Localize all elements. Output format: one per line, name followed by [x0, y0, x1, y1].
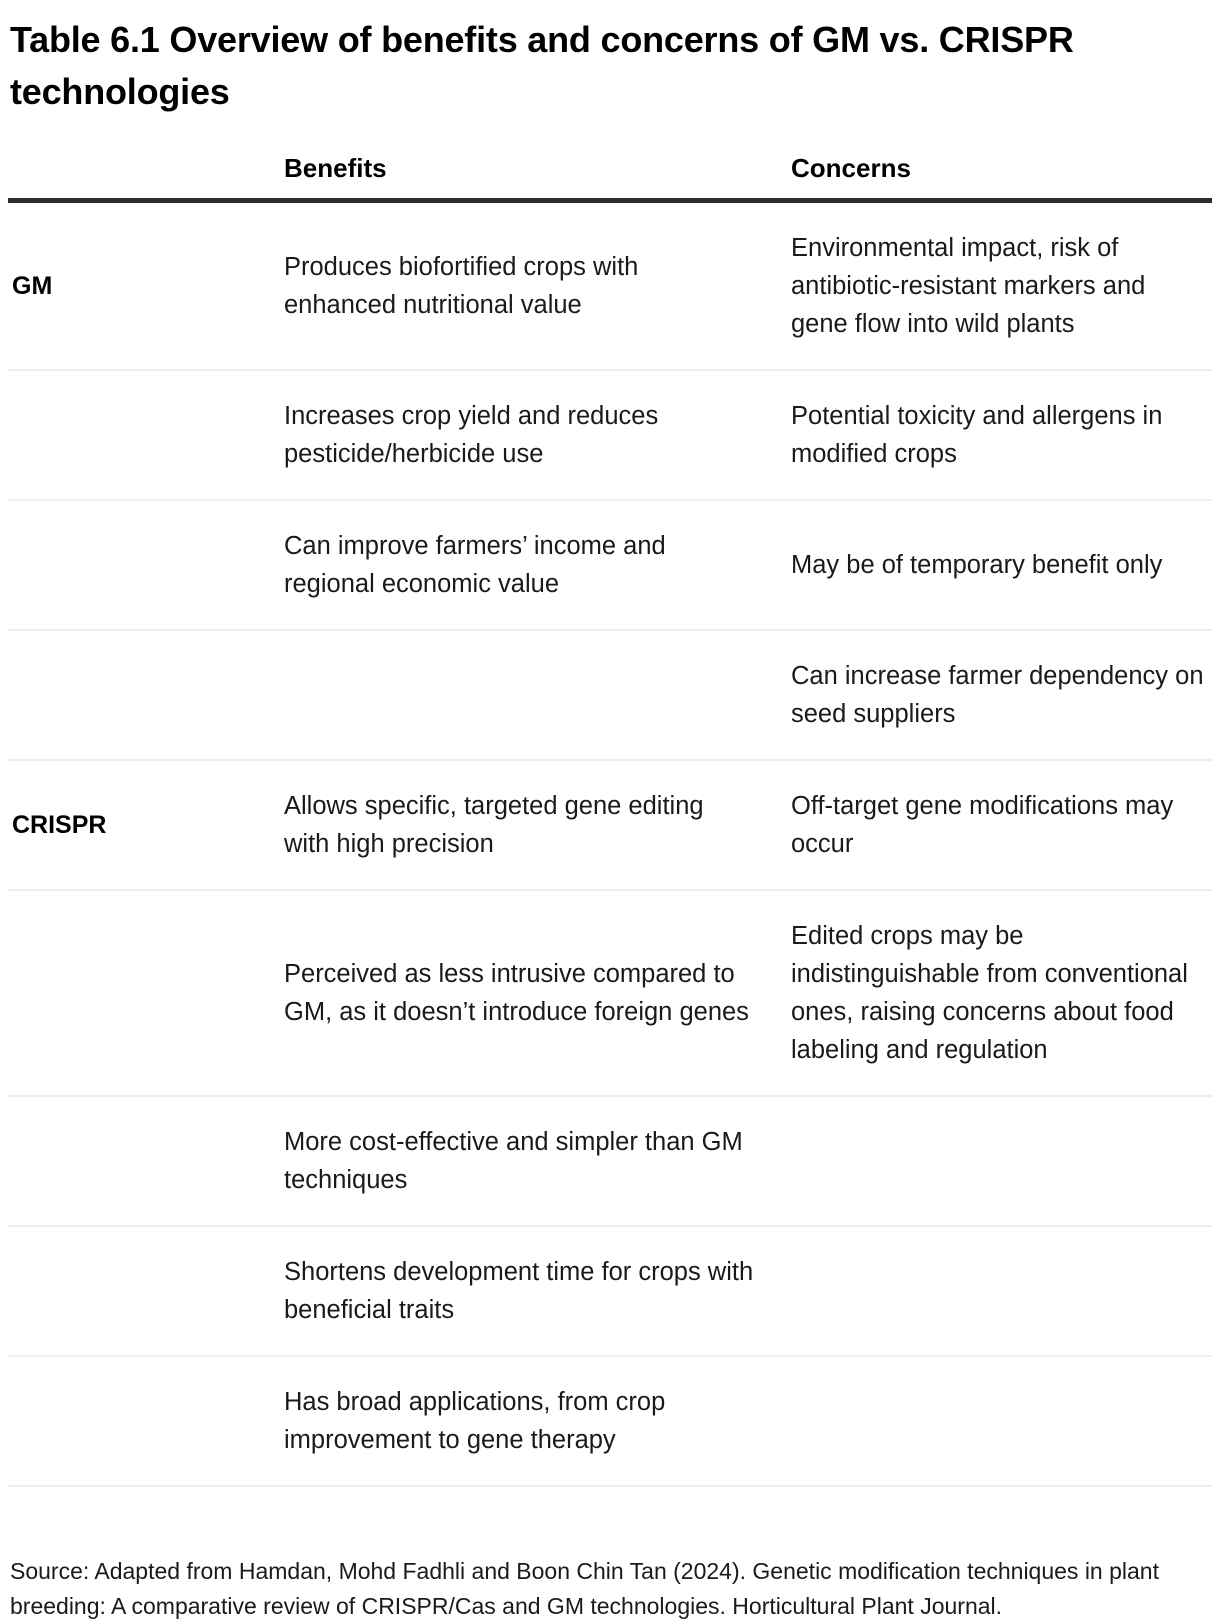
column-header-benefits: Benefits — [276, 152, 782, 201]
row-benefit-cell: Perceived as less intrusive compared to GM, as it doesn’t introduce foreign genes — [276, 890, 782, 1096]
row-concern-cell: Can increase farmer dependency on seed suppliers — [782, 630, 1212, 760]
row-technology-label — [8, 1096, 276, 1226]
table-header — [8, 152, 1212, 201]
table-row — [8, 1096, 1212, 1226]
row-benefit-cell: Can improve farmers’ income and regional economic value — [276, 500, 782, 630]
table-row — [8, 500, 1212, 630]
row-technology-label — [8, 1226, 276, 1356]
row-technology-label — [8, 630, 276, 760]
column-header-concerns: Concerns — [782, 152, 1212, 201]
table-row — [8, 760, 1212, 890]
row-concern-cell: Edited crops may be indistinguishable from conventional ones, raising concerns about food labeling and regulation — [782, 890, 1212, 1096]
row-technology-label: GM — [8, 201, 276, 371]
row-benefit-cell: Increases crop yield and reduces pesticide/herbicide use — [276, 370, 782, 500]
row-benefit-cell: Produces biofortified crops with enhanced nutritional value — [276, 201, 782, 371]
source-note: Source: Adapted from Hamdan, Mohd Fadhli and Boon Chin Tan (2024). Genetic modification techniques in plant breeding: A comparative review of CRISPR/Cas and GM technologies. Horticultural Plant Journal. — [10, 1558, 1159, 1619]
row-benefit-cell — [276, 630, 782, 760]
row-concern-cell: May be of temporary benefit only — [782, 500, 1212, 630]
row-benefit-cell: Has broad applications, from crop improvement to gene therapy — [276, 1356, 782, 1486]
row-technology-label — [8, 1356, 276, 1486]
page-title: Table 6.1 Overview of benefits and concerns of GM vs. CRISPR technologies — [10, 19, 1074, 112]
table-row — [8, 1356, 1212, 1486]
table-row — [8, 1226, 1212, 1356]
table-body — [8, 201, 1212, 1487]
row-concern-cell — [782, 1356, 1212, 1486]
benefits-concerns-table — [8, 152, 1212, 1487]
row-benefit-cell: Allows specific, targeted gene editing with high precision — [276, 760, 782, 890]
row-concern-cell: Potential toxicity and allergens in modified crops — [782, 370, 1212, 500]
table-row — [8, 890, 1212, 1096]
row-technology-label: CRISPR — [8, 760, 276, 890]
row-benefit-cell: Shortens development time for crops with beneficial traits — [276, 1226, 782, 1356]
row-concern-cell: Off-target gene modifications may occur — [782, 760, 1212, 890]
column-header-technology — [8, 152, 276, 201]
row-concern-cell: Environmental impact, risk of antibiotic-resistant markers and gene flow into wild plants — [782, 201, 1212, 371]
row-concern-cell — [782, 1226, 1212, 1356]
row-concern-cell — [782, 1096, 1212, 1226]
row-technology-label — [8, 370, 276, 500]
row-technology-label — [8, 500, 276, 630]
table-row — [8, 630, 1212, 760]
table-header-row — [8, 152, 1212, 201]
row-technology-label — [8, 890, 276, 1096]
row-benefit-cell: More cost-effective and simpler than GM techniques — [276, 1096, 782, 1226]
table-row — [8, 201, 1212, 371]
table-row — [8, 370, 1212, 500]
